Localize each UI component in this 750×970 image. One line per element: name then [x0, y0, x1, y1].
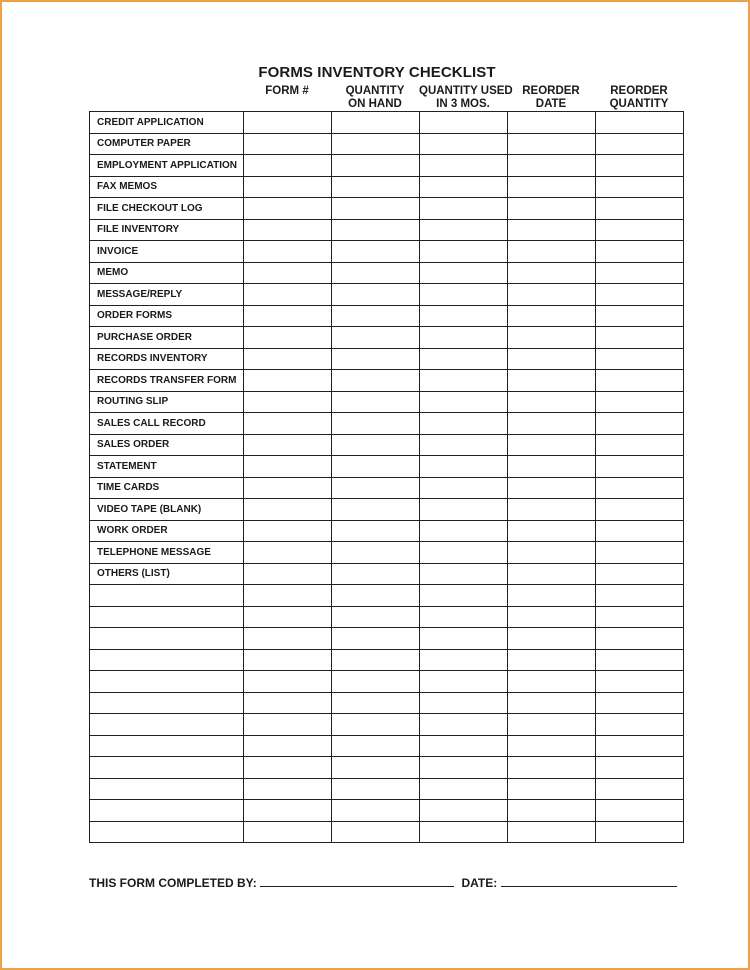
date-label: DATE:: [461, 876, 498, 890]
reorder-quantity-cell[interactable]: [596, 520, 684, 542]
form-number-cell[interactable]: [244, 391, 332, 413]
quantity-on-hand-cell[interactable]: [332, 133, 420, 155]
reorder-date-cell[interactable]: [508, 671, 596, 693]
table-row: [90, 735, 684, 757]
reorder-quantity-cell[interactable]: [596, 348, 684, 370]
quantity-used-cell[interactable]: [420, 563, 508, 585]
quantity-on-hand-cell[interactable]: [332, 456, 420, 478]
reorder-quantity-cell[interactable]: [596, 370, 684, 392]
quantity-on-hand-cell[interactable]: [332, 219, 420, 241]
form-number-cell[interactable]: [244, 112, 332, 134]
form-number-cell[interactable]: [244, 520, 332, 542]
quantity-used-cell[interactable]: [420, 112, 508, 134]
quantity-used-cell[interactable]: [420, 176, 508, 198]
row-label: SALES CALL RECORD: [90, 413, 244, 435]
quantity-used-cell[interactable]: [420, 499, 508, 521]
form-number-cell[interactable]: [244, 563, 332, 585]
reorder-quantity-cell[interactable]: [596, 262, 684, 284]
reorder-date-cell[interactable]: [508, 606, 596, 628]
reorder-quantity-cell[interactable]: [596, 585, 684, 607]
table-row: [90, 241, 684, 263]
reorder-quantity-cell[interactable]: [596, 176, 684, 198]
reorder-date-cell[interactable]: [508, 563, 596, 585]
reorder-date-cell[interactable]: [508, 821, 596, 843]
table-row: [90, 155, 684, 177]
table-row: [90, 520, 684, 542]
row-label[interactable]: [90, 735, 244, 757]
quantity-on-hand-cell[interactable]: [332, 757, 420, 779]
table-row: [90, 284, 684, 306]
reorder-date-cell[interactable]: [508, 542, 596, 564]
quantity-used-cell[interactable]: [420, 456, 508, 478]
table-row: [90, 305, 684, 327]
row-label: INVOICE: [90, 241, 244, 263]
reorder-date-cell[interactable]: [508, 520, 596, 542]
reorder-date-cell[interactable]: [508, 155, 596, 177]
row-label: EMPLOYMENT APPLICATION: [90, 155, 244, 177]
reorder-quantity-cell[interactable]: [596, 628, 684, 650]
row-label: TELEPHONE MESSAGE: [90, 542, 244, 564]
form-number-cell[interactable]: [244, 649, 332, 671]
row-label[interactable]: [90, 778, 244, 800]
form-number-cell[interactable]: [244, 606, 332, 628]
footer: [89, 876, 677, 890]
form-number-cell[interactable]: [244, 413, 332, 435]
quantity-on-hand-cell[interactable]: [332, 800, 420, 822]
row-label[interactable]: [90, 671, 244, 693]
reorder-quantity-cell[interactable]: [596, 735, 684, 757]
quantity-used-cell[interactable]: [420, 413, 508, 435]
table-row: [90, 585, 684, 607]
form-number-cell[interactable]: [244, 692, 332, 714]
reorder-quantity-cell[interactable]: [596, 413, 684, 435]
page-title: [89, 64, 683, 81]
quantity-on-hand-cell[interactable]: [332, 671, 420, 693]
table-row: [90, 413, 684, 435]
form-number-cell[interactable]: [244, 434, 332, 456]
reorder-quantity-cell[interactable]: [596, 714, 684, 736]
reorder-quantity-cell[interactable]: [596, 477, 684, 499]
form-number-cell[interactable]: [244, 370, 332, 392]
quantity-on-hand-cell[interactable]: [332, 391, 420, 413]
quantity-on-hand-cell[interactable]: [332, 606, 420, 628]
reorder-date-cell[interactable]: [508, 112, 596, 134]
column-header-line2: DATE: [535, 98, 567, 110]
reorder-quantity-cell[interactable]: [596, 563, 684, 585]
column-header-line2: QUANTITY: [609, 98, 669, 110]
quantity-used-cell[interactable]: [420, 305, 508, 327]
reorder-quantity-cell[interactable]: [596, 305, 684, 327]
row-label: CREDIT APPLICATION: [90, 112, 244, 134]
quantity-on-hand-cell[interactable]: [332, 563, 420, 585]
reorder-date-cell[interactable]: [508, 499, 596, 521]
row-label: TIME CARDS: [90, 477, 244, 499]
form-number-cell[interactable]: [244, 800, 332, 822]
form-number-cell[interactable]: [244, 305, 332, 327]
reorder-quantity-cell[interactable]: [596, 821, 684, 843]
column-header-line2: ON HAND: [348, 98, 402, 110]
reorder-quantity-cell[interactable]: [596, 241, 684, 263]
table-row: [90, 370, 684, 392]
quantity-used-cell[interactable]: [420, 542, 508, 564]
reorder-date-cell[interactable]: [508, 198, 596, 220]
reorder-date-cell[interactable]: [508, 176, 596, 198]
reorder-quantity-cell[interactable]: [596, 757, 684, 779]
row-label: PURCHASE ORDER: [90, 327, 244, 349]
quantity-used-cell[interactable]: [420, 778, 508, 800]
reorder-date-cell[interactable]: [508, 305, 596, 327]
quantity-used-cell[interactable]: [420, 520, 508, 542]
row-label: SALES ORDER: [90, 434, 244, 456]
table-row: [90, 391, 684, 413]
quantity-used-cell[interactable]: [420, 649, 508, 671]
quantity-on-hand-cell[interactable]: [332, 112, 420, 134]
quantity-used-cell[interactable]: [420, 391, 508, 413]
table-row: [90, 133, 684, 155]
form-number-cell[interactable]: [244, 542, 332, 564]
quantity-used-cell[interactable]: [420, 241, 508, 263]
quantity-on-hand-cell[interactable]: [332, 649, 420, 671]
reorder-quantity-cell[interactable]: [596, 499, 684, 521]
quantity-on-hand-cell[interactable]: [332, 262, 420, 284]
column-header-line1: QUANTITY: [345, 85, 405, 97]
reorder-date-cell[interactable]: [508, 800, 596, 822]
reorder-quantity-cell[interactable]: [596, 284, 684, 306]
form-number-cell[interactable]: [244, 348, 332, 370]
quantity-on-hand-cell[interactable]: [332, 284, 420, 306]
table-row: [90, 628, 684, 650]
reorder-quantity-cell[interactable]: [596, 391, 684, 413]
table-row: [90, 563, 684, 585]
quantity-on-hand-cell[interactable]: [332, 542, 420, 564]
quantity-on-hand-cell[interactable]: [332, 434, 420, 456]
table-row: [90, 219, 684, 241]
table-row: [90, 198, 684, 220]
form-number-cell[interactable]: [244, 176, 332, 198]
table-row: [90, 649, 684, 671]
quantity-used-cell[interactable]: [420, 606, 508, 628]
quantity-used-cell[interactable]: [420, 714, 508, 736]
quantity-on-hand-cell[interactable]: [332, 370, 420, 392]
quantity-on-hand-cell[interactable]: [332, 305, 420, 327]
row-label[interactable]: [90, 692, 244, 714]
quantity-on-hand-cell[interactable]: [332, 198, 420, 220]
quantity-used-cell[interactable]: [420, 284, 508, 306]
quantity-used-cell[interactable]: [420, 800, 508, 822]
quantity-on-hand-cell[interactable]: [332, 585, 420, 607]
reorder-date-cell[interactable]: [508, 133, 596, 155]
reorder-date-cell[interactable]: [508, 714, 596, 736]
reorder-date-cell[interactable]: [508, 628, 596, 650]
table-row: [90, 499, 684, 521]
column-header-line1: REORDER: [522, 85, 580, 97]
reorder-quantity-cell[interactable]: [596, 219, 684, 241]
page-title-text: FORMS INVENTORY CHECKLIST: [258, 64, 496, 81]
reorder-quantity-cell[interactable]: [596, 434, 684, 456]
reorder-date-cell[interactable]: [508, 348, 596, 370]
column-header-quantity-on-hand: [331, 85, 419, 111]
table-row: [90, 671, 684, 693]
date-field[interactable]: [501, 876, 677, 887]
reorder-date-cell[interactable]: [508, 434, 596, 456]
reorder-quantity-cell[interactable]: [596, 327, 684, 349]
reorder-quantity-cell[interactable]: [596, 671, 684, 693]
quantity-on-hand-cell[interactable]: [332, 327, 420, 349]
table-row: [90, 176, 684, 198]
quantity-used-cell[interactable]: [420, 757, 508, 779]
table-row: [90, 821, 684, 843]
quantity-used-cell[interactable]: [420, 821, 508, 843]
row-label[interactable]: [90, 757, 244, 779]
quantity-on-hand-cell[interactable]: [332, 821, 420, 843]
row-label: VIDEO TAPE (BLANK): [90, 499, 244, 521]
quantity-used-cell[interactable]: [420, 348, 508, 370]
table-row: [90, 112, 684, 134]
table-row: [90, 542, 684, 564]
form-number-cell[interactable]: [244, 133, 332, 155]
quantity-used-cell[interactable]: [420, 198, 508, 220]
table-row: [90, 262, 684, 284]
quantity-on-hand-cell[interactable]: [332, 499, 420, 521]
quantity-used-cell[interactable]: [420, 585, 508, 607]
reorder-date-cell[interactable]: [508, 327, 596, 349]
form-number-cell[interactable]: [244, 284, 332, 306]
form-number-cell[interactable]: [244, 714, 332, 736]
row-label[interactable]: [90, 714, 244, 736]
row-label[interactable]: [90, 821, 244, 843]
quantity-on-hand-cell[interactable]: [332, 348, 420, 370]
reorder-date-cell[interactable]: [508, 477, 596, 499]
table-row: [90, 800, 684, 822]
row-label[interactable]: [90, 649, 244, 671]
completed-by-field[interactable]: [260, 876, 454, 887]
reorder-date-cell[interactable]: [508, 391, 596, 413]
form-number-cell[interactable]: [244, 219, 332, 241]
form-number-cell[interactable]: [244, 671, 332, 693]
reorder-quantity-cell[interactable]: [596, 778, 684, 800]
row-label: MESSAGE/REPLY: [90, 284, 244, 306]
row-label: COMPUTER PAPER: [90, 133, 244, 155]
row-label[interactable]: [90, 606, 244, 628]
quantity-used-cell[interactable]: [420, 692, 508, 714]
row-label: ROUTING SLIP: [90, 391, 244, 413]
column-header-reorder-quantity: [595, 85, 683, 111]
quantity-on-hand-cell[interactable]: [332, 176, 420, 198]
column-header-line1: FORM #: [265, 85, 309, 97]
quantity-used-cell[interactable]: [420, 735, 508, 757]
column-header-line1: REORDER: [610, 85, 668, 97]
row-label: ORDER FORMS: [90, 305, 244, 327]
quantity-used-cell[interactable]: [420, 155, 508, 177]
form-number-cell[interactable]: [244, 155, 332, 177]
quantity-on-hand-cell[interactable]: [332, 778, 420, 800]
reorder-date-cell[interactable]: [508, 456, 596, 478]
column-header-form-number: [243, 85, 331, 98]
inventory-table: [89, 111, 684, 843]
reorder-date-cell[interactable]: [508, 692, 596, 714]
row-label: MEMO: [90, 262, 244, 284]
quantity-used-cell[interactable]: [420, 370, 508, 392]
row-label: FILE CHECKOUT LOG: [90, 198, 244, 220]
reorder-date-cell[interactable]: [508, 284, 596, 306]
quantity-on-hand-cell[interactable]: [332, 155, 420, 177]
quantity-used-cell[interactable]: [420, 133, 508, 155]
column-header-line2: IN 3 MOS.: [436, 98, 490, 110]
table-row: [90, 327, 684, 349]
completed-by-label: THIS FORM COMPLETED BY:: [89, 876, 257, 890]
quantity-used-cell[interactable]: [420, 219, 508, 241]
form-number-cell[interactable]: [244, 628, 332, 650]
row-label: RECORDS TRANSFER FORM: [90, 370, 244, 392]
form-number-cell[interactable]: [244, 262, 332, 284]
quantity-on-hand-cell[interactable]: [332, 413, 420, 435]
form-number-cell[interactable]: [244, 327, 332, 349]
reorder-quantity-cell[interactable]: [596, 800, 684, 822]
reorder-quantity-cell[interactable]: [596, 198, 684, 220]
reorder-quantity-cell[interactable]: [596, 606, 684, 628]
reorder-quantity-cell[interactable]: [596, 692, 684, 714]
reorder-date-cell[interactable]: [508, 413, 596, 435]
form-number-cell[interactable]: [244, 757, 332, 779]
reorder-date-cell[interactable]: [508, 241, 596, 263]
table-row: [90, 778, 684, 800]
row-label: STATEMENT: [90, 456, 244, 478]
reorder-date-cell[interactable]: [508, 735, 596, 757]
column-header-reorder-date: [507, 85, 595, 111]
table-row: [90, 456, 684, 478]
row-label: RECORDS INVENTORY: [90, 348, 244, 370]
quantity-on-hand-cell[interactable]: [332, 628, 420, 650]
quantity-on-hand-cell[interactable]: [332, 714, 420, 736]
quantity-on-hand-cell[interactable]: [332, 735, 420, 757]
quantity-used-cell[interactable]: [420, 262, 508, 284]
reorder-date-cell[interactable]: [508, 778, 596, 800]
reorder-date-cell[interactable]: [508, 585, 596, 607]
reorder-date-cell[interactable]: [508, 219, 596, 241]
reorder-quantity-cell[interactable]: [596, 155, 684, 177]
row-label[interactable]: [90, 585, 244, 607]
reorder-quantity-cell[interactable]: [596, 649, 684, 671]
quantity-used-cell[interactable]: [420, 477, 508, 499]
reorder-date-cell[interactable]: [508, 649, 596, 671]
table-row: [90, 692, 684, 714]
reorder-quantity-cell[interactable]: [596, 542, 684, 564]
table-row: [90, 757, 684, 779]
column-header-quantity-used: [419, 85, 513, 111]
reorder-date-cell[interactable]: [508, 370, 596, 392]
table-row: [90, 434, 684, 456]
form-number-cell[interactable]: [244, 735, 332, 757]
form-number-cell[interactable]: [244, 821, 332, 843]
reorder-quantity-cell[interactable]: [596, 456, 684, 478]
form-number-cell[interactable]: [244, 585, 332, 607]
quantity-used-cell[interactable]: [420, 628, 508, 650]
reorder-quantity-cell[interactable]: [596, 133, 684, 155]
form-number-cell[interactable]: [244, 499, 332, 521]
table-row: [90, 606, 684, 628]
form-number-cell[interactable]: [244, 477, 332, 499]
column-header-line1: QUANTITY USED: [419, 85, 513, 97]
table-row: [90, 348, 684, 370]
reorder-quantity-cell[interactable]: [596, 112, 684, 134]
reorder-date-cell[interactable]: [508, 757, 596, 779]
row-label[interactable]: [90, 800, 244, 822]
row-label[interactable]: [90, 628, 244, 650]
quantity-used-cell[interactable]: [420, 327, 508, 349]
form-number-cell[interactable]: [244, 456, 332, 478]
form-number-cell[interactable]: [244, 778, 332, 800]
quantity-on-hand-cell[interactable]: [332, 241, 420, 263]
form-number-cell[interactable]: [244, 241, 332, 263]
row-label: FAX MEMOS: [90, 176, 244, 198]
reorder-date-cell[interactable]: [508, 262, 596, 284]
row-label: OTHERS (LIST): [90, 563, 244, 585]
quantity-used-cell[interactable]: [420, 434, 508, 456]
row-label: WORK ORDER: [90, 520, 244, 542]
row-label: FILE INVENTORY: [90, 219, 244, 241]
form-number-cell[interactable]: [244, 198, 332, 220]
table-row: [90, 714, 684, 736]
quantity-on-hand-cell[interactable]: [332, 477, 420, 499]
quantity-on-hand-cell[interactable]: [332, 520, 420, 542]
table-row: [90, 477, 684, 499]
quantity-used-cell[interactable]: [420, 671, 508, 693]
quantity-on-hand-cell[interactable]: [332, 692, 420, 714]
